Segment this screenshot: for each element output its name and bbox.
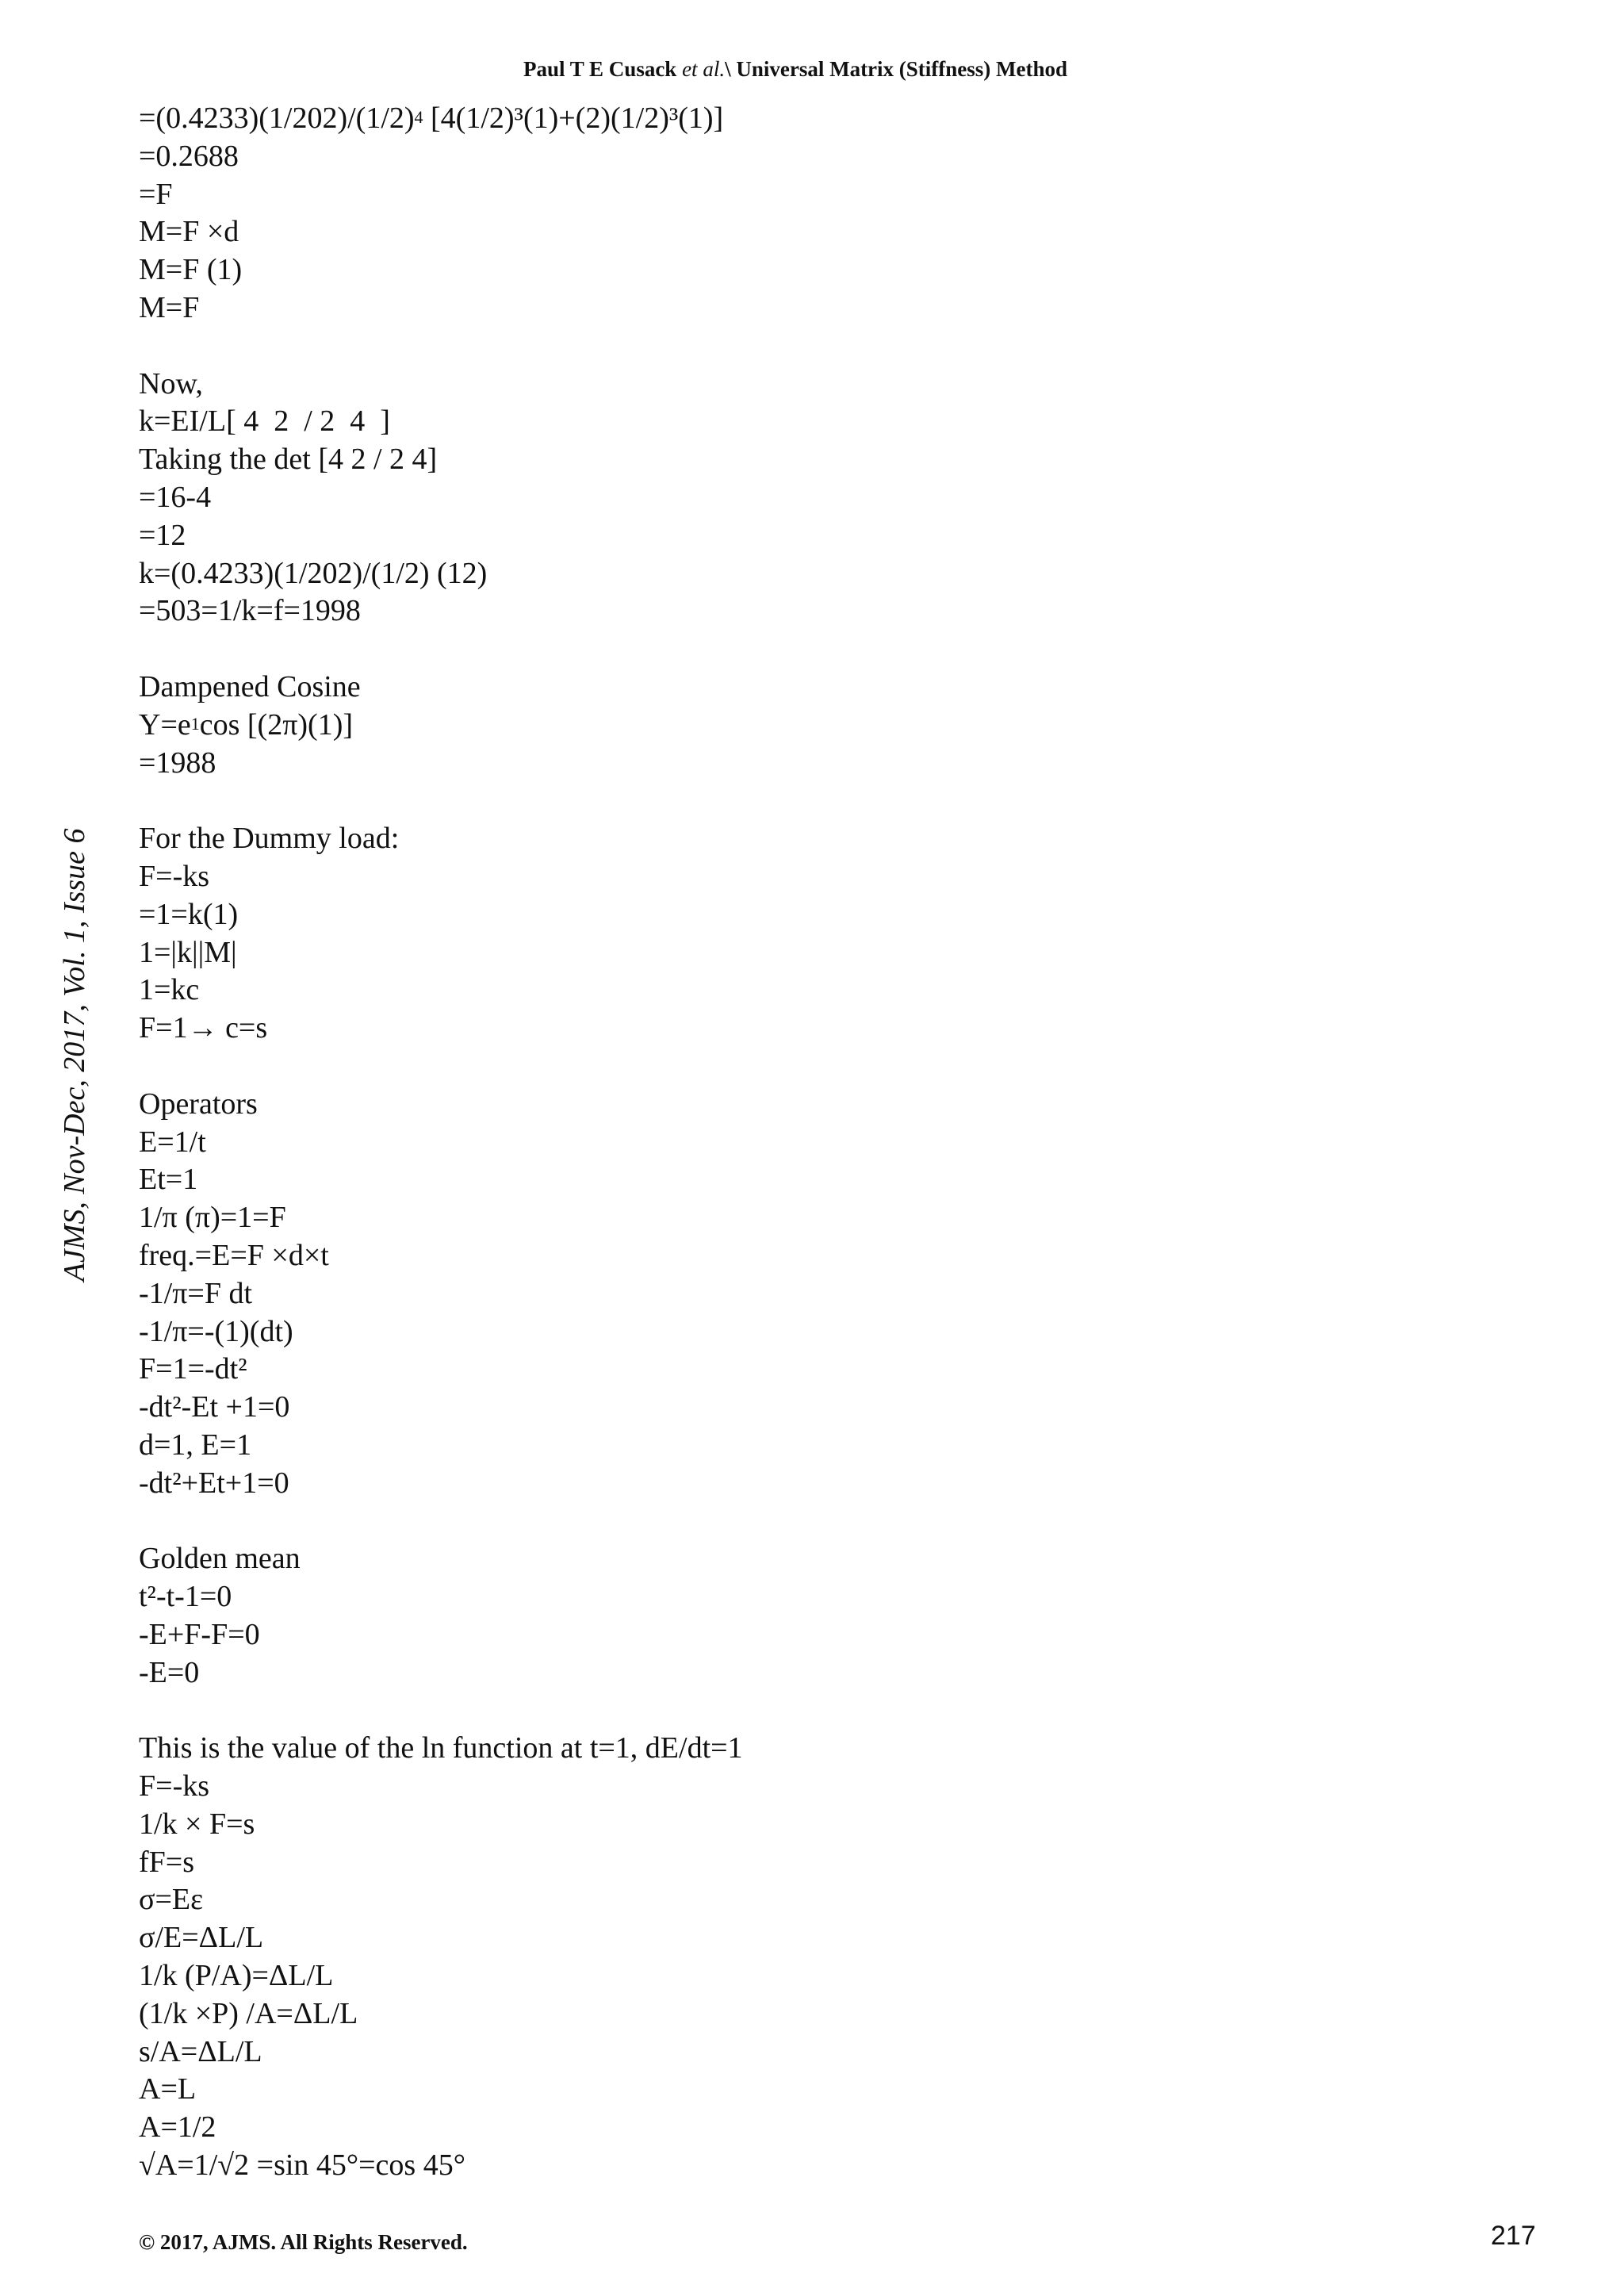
equation-line: 1/k (P/A)=ΔL/L <box>139 1959 334 1993</box>
page-number: 217 <box>1491 2221 1536 2251</box>
equation-line: k=EI/L[ 4 2 / 2 4 ] <box>139 404 390 439</box>
equation-line: For the Dummy load: <box>139 822 400 856</box>
blank-line <box>139 1502 1566 1540</box>
equation-line: -1/π=-(1)(dt) <box>139 1314 293 1348</box>
equation-line: freq.=E=F ×d×t <box>139 1238 329 1272</box>
equation-line <box>139 100 1566 138</box>
equation-line: -dt²-Et +1=0 <box>139 1390 290 1424</box>
equation-text: [4(1/2)³(1)+(2)(1/2)³(1)] <box>423 102 724 135</box>
equation-line: F=1→ c=s <box>139 1011 268 1045</box>
equation-line: σ/E=ΔL/L <box>139 1921 264 1955</box>
header-title: Universal Matrix (Stiffness) Method <box>736 57 1068 81</box>
equation-line: Taking the det [4 2 / 2 4] <box>139 443 438 477</box>
equation-line: Dampened Cosine <box>139 669 361 703</box>
equation-line: M=F <box>139 290 200 324</box>
equation-line: σ=Eε <box>139 1883 204 1917</box>
equation-line: Golden mean <box>139 1542 301 1576</box>
equation-line: Now, <box>139 366 203 401</box>
equation-line: E=1/t <box>139 1125 206 1159</box>
equation-line: (1/k ×P) /A=ΔL/L <box>139 1996 358 2030</box>
equation-line: =1988 <box>139 746 216 780</box>
side-journal-label: AJMS, Nov-Dec, 2017, Vol. 1, Issue 6 <box>58 828 91 1282</box>
equation-line: -1/π=F dt <box>139 1276 253 1310</box>
header-etal: et al. <box>682 57 726 81</box>
running-header <box>523 57 1316 82</box>
superscript: 4 <box>414 107 423 127</box>
equation-text: =(0.4233)(1/202)/(1/2) <box>139 102 415 135</box>
equation-line: 1/π (π)=1=F <box>139 1201 286 1235</box>
equation-line: 1=kc <box>139 973 200 1007</box>
equation-line: -E+F-F=0 <box>139 1617 260 1651</box>
equation-line: A=1/2 <box>139 2110 216 2145</box>
equation-line: Operators <box>139 1087 258 1121</box>
equation-line: k=(0.4233)(1/202)/(1/2) (12) <box>139 556 488 590</box>
equation-line: -E=0 <box>139 1655 200 1689</box>
equation-line: F=1=-dt² <box>139 1352 247 1386</box>
equation-line: t²-t-1=0 <box>139 1580 232 1614</box>
blank-line <box>139 1692 1566 1730</box>
equation-line: =12 <box>139 518 186 552</box>
equation-line: fF=s <box>139 1845 195 1879</box>
copyright-footer: © 2017, AJMS. All Rights Reserved. <box>139 2230 468 2254</box>
equation-line: F=-ks <box>139 859 210 893</box>
equation-line: 1/k × F=s <box>139 1807 255 1841</box>
superscript: 1 <box>190 713 200 734</box>
blank-line <box>139 631 1566 669</box>
equation-line <box>139 707 1566 745</box>
header-author: Paul T E Cusack <box>523 57 683 81</box>
equation-line: Et=1 <box>139 1163 198 1197</box>
equation-text: cos [(2π)(1)] <box>199 707 354 742</box>
equation-line: s/A=ΔL/L <box>139 2034 262 2068</box>
equation-line: =0.2688 <box>139 139 239 173</box>
blank-line <box>139 328 1566 366</box>
equation-line: M=F ×d <box>139 215 239 249</box>
equation-line: d=1, E=1 <box>139 1428 252 1462</box>
equation-line: M=F (1) <box>139 253 243 287</box>
equation-text: Y=e <box>139 707 191 742</box>
equation-line: =16-4 <box>139 480 212 514</box>
equation-line: This is the value of the ln function at t=1, dE/dt=1 <box>139 1731 743 1765</box>
body-text <box>139 100 1566 2185</box>
blank-line <box>139 1048 1566 1086</box>
blank-line <box>139 782 1566 820</box>
equation-line: =503=1/k=f=1998 <box>139 594 361 628</box>
equation-line: F=-ks <box>139 1769 210 1803</box>
header-separator: \ <box>725 57 737 81</box>
equation-line: =1=k(1) <box>139 897 239 931</box>
equation-line: A=L <box>139 2072 197 2106</box>
equation-line: 1=|k||M| <box>139 935 237 969</box>
equation-line: -dt²+Et+1=0 <box>139 1466 289 1500</box>
equation-line: √A=1/√2 =sin 45°=cos 45° <box>139 2148 465 2183</box>
equation-line: =F <box>139 177 173 211</box>
